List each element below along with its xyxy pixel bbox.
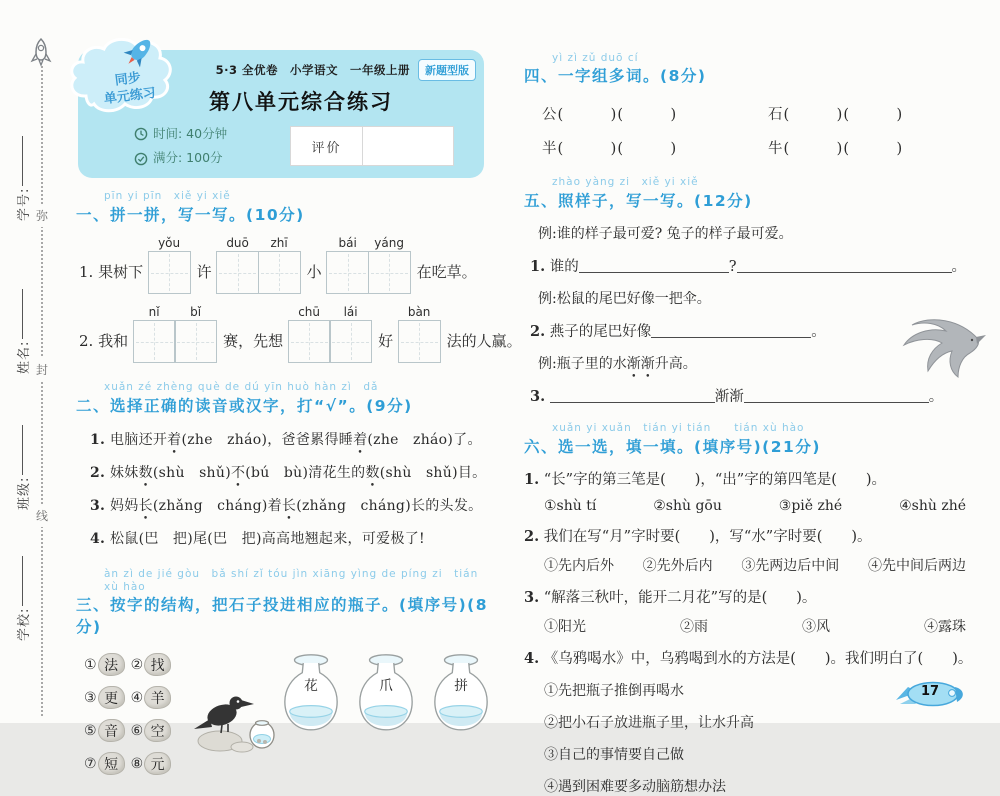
stone-number: ⑤ — [84, 722, 97, 739]
question-text: 电脑还开 — [105, 432, 168, 448]
pinyin-hint: bǐ — [190, 305, 202, 319]
stone-item[interactable] — [131, 719, 172, 742]
seal-dotted-line — [41, 66, 43, 716]
question-text: 升高。 — [654, 356, 697, 372]
writing-box-group — [134, 305, 217, 363]
choice-line — [90, 429, 492, 449]
option-item[interactable]: ②shù gōu — [653, 498, 722, 514]
base-character: 半 — [542, 141, 558, 157]
writing-box-group — [399, 305, 441, 363]
cloud-line2: 单元练习 — [103, 85, 157, 107]
section-1-heading: 一、拼一拼，写一写。(10分) — [76, 206, 305, 224]
choice-line — [90, 462, 492, 482]
question-text: 数 — [365, 465, 380, 481]
pinyin-hint: bàn — [407, 305, 431, 319]
writing-box-group — [218, 236, 301, 294]
writing-box-group — [289, 305, 372, 363]
question-text: 。 — [928, 389, 944, 405]
answer-blank[interactable] — [737, 258, 952, 273]
stone-number: ② — [130, 656, 144, 673]
question-text: “长”字的第三笔是( )，“出”字的第四笔是( )。 — [539, 472, 887, 488]
section-6 — [524, 420, 976, 796]
question-text: 渐 — [640, 356, 655, 372]
series-row — [198, 59, 476, 81]
pinyin-write-line — [76, 304, 522, 363]
section-2 — [76, 379, 492, 548]
time-row — [134, 122, 227, 146]
field-blank[interactable] — [22, 289, 23, 339]
question-block — [524, 586, 976, 636]
pinyin-hint: yǒu — [158, 236, 181, 250]
choice-line — [90, 528, 492, 548]
seal-char: 线 — [34, 504, 50, 527]
section-6-heading: 六、选一选，填一填。(填序号)(21分) — [524, 438, 821, 456]
page-number: 17 — [920, 684, 940, 699]
stone-character: 元 — [144, 752, 171, 775]
option-item[interactable]: ③自己的事情要自己做 — [544, 747, 684, 763]
field-label: 学号: — [16, 187, 32, 221]
answer-blank[interactable] — [651, 323, 811, 338]
question-text: 3. — [524, 589, 540, 606]
question-block — [524, 468, 976, 514]
base-character: 牛 — [768, 141, 784, 157]
question-text: 。 — [811, 324, 826, 340]
section-3-pinyin: àn zì de jié gòu bǎ shí zǐ tóu jìn xiāng yìng de píng zi tián xù hào — [104, 568, 479, 593]
question-text: “解落三秋叶，能开二月花”写的是( )。 — [539, 590, 817, 606]
stone-number: ① — [84, 656, 97, 673]
option-item[interactable]: ④遇到困难要多动脑筋想办法 — [544, 779, 726, 795]
writing-box[interactable] — [258, 236, 301, 294]
clock-icon — [134, 127, 148, 141]
check-circle-icon — [134, 152, 148, 166]
stones-list — [76, 653, 192, 775]
fill-line — [524, 255, 976, 276]
section-6-questions — [524, 468, 976, 796]
stone-character: 空 — [144, 719, 171, 742]
answer-parens[interactable]: ( )( ) — [783, 107, 904, 123]
svg-text:花: 花 — [304, 678, 318, 695]
question-text: 在吃草。 — [416, 263, 477, 281]
question-text: 燕子的尾巴好像 — [545, 324, 652, 340]
question-text: 渐 — [626, 356, 641, 372]
bottle[interactable] — [430, 651, 492, 741]
stone-item[interactable] — [84, 752, 125, 775]
seal-char: 封 — [34, 358, 50, 381]
swallow-illustration — [884, 311, 982, 389]
question-text: (zhǎng cháng)长的头发。 — [296, 498, 483, 514]
writing-box[interactable] — [148, 236, 191, 294]
option-item[interactable]: ①先内后外 — [544, 558, 614, 574]
stone-number: ⑥ — [130, 722, 144, 739]
answer-parens[interactable]: ( )( ) — [783, 141, 904, 157]
section-3-body — [76, 649, 492, 775]
pinyin-hint: lái — [343, 305, 358, 319]
stone-character: 法 — [98, 653, 125, 676]
series-title: 5·3 全优卷 小学语文 一年级上册 — [215, 63, 410, 77]
stone-number: ④ — [130, 689, 144, 706]
question-text: 着 — [167, 432, 182, 448]
svg-text:拼: 拼 — [454, 678, 468, 695]
stone-character: 音 — [98, 719, 125, 742]
section-1-lines — [76, 235, 522, 363]
writing-box[interactable] — [174, 305, 217, 363]
section-4-pinyin: yì zì zǔ duō cí — [552, 52, 639, 64]
section-1 — [76, 188, 522, 363]
exam-meta — [134, 122, 227, 171]
question-text: 妈妈 — [105, 498, 139, 514]
pinyin-write-line — [76, 235, 492, 294]
question-stem — [524, 525, 976, 546]
header-panel — [78, 50, 484, 178]
section-6-pinyin: xuǎn yi xuǎn tián yi tián tián xù hào — [552, 422, 805, 434]
field-label: 学校: — [16, 607, 32, 641]
section-2-pinyin: xuǎn zé zhèng què de dú yīn huò hàn zì dǎ — [104, 381, 379, 393]
section-5-body — [524, 223, 976, 406]
word-building-item — [524, 137, 750, 158]
stone-character: 找 — [144, 653, 171, 676]
section-2-lines — [76, 429, 492, 548]
bottle[interactable] — [355, 651, 417, 741]
word-building-item — [750, 137, 976, 158]
question-text: 例:瓶子里的水 — [538, 356, 627, 372]
question-text: 长 — [138, 498, 153, 514]
question-text: (zhe zháo)，爸爸累得睡 — [181, 432, 354, 448]
stone-item[interactable] — [84, 686, 125, 709]
field-label: 班级: — [16, 476, 32, 510]
option-item[interactable]: ②把小石子放进瓶子里，让水升高 — [544, 715, 754, 731]
question-stem — [524, 647, 976, 668]
question-text: 。 — [951, 259, 967, 275]
stone-item[interactable] — [84, 719, 125, 742]
option-item[interactable]: ②雨 — [680, 619, 708, 635]
pinyin-hint: duō — [226, 236, 249, 250]
evaluation-label: 评价 — [291, 127, 363, 165]
section-4 — [524, 52, 976, 158]
question-text: 不 — [230, 465, 246, 481]
pinyin-hint: zhī — [270, 236, 288, 250]
question-text: 谁的 — [545, 259, 579, 275]
question-text: 1. — [530, 258, 546, 275]
question-text: 例:松鼠的尾巴好像一把伞。 — [538, 291, 711, 307]
field-blank[interactable] — [22, 425, 23, 475]
page-title: 第八单元综合练习 — [209, 90, 393, 114]
cloud-line1: 同步 — [114, 70, 142, 89]
pinyin-hint: yáng — [374, 236, 404, 250]
stone-number: ⑦ — [84, 755, 97, 772]
answer-parens[interactable]: ( )( ) — [557, 107, 678, 123]
question-text: 小 — [306, 263, 322, 281]
edition-badge: 新题型版 — [418, 59, 476, 81]
svg-text:爪: 爪 — [379, 678, 393, 695]
seal-char: 弥 — [34, 204, 50, 227]
question-text: 1. 果树下 — [79, 263, 144, 281]
page-number-badge — [892, 674, 968, 714]
stone-item[interactable] — [131, 653, 172, 676]
question-text: 好 — [378, 332, 394, 350]
question-text: 许 — [196, 263, 212, 281]
option-item[interactable]: ③风 — [802, 619, 830, 635]
score-label: 满分: 100分 — [153, 150, 223, 166]
question-text: 4. — [524, 650, 540, 667]
score-row — [134, 146, 227, 170]
question-text: 着 — [353, 432, 368, 448]
writing-box-group — [328, 236, 411, 294]
stone-item[interactable] — [131, 752, 172, 775]
question-text: 2. — [90, 465, 106, 481]
option-item[interactable]: ④先中间后两边 — [867, 558, 966, 574]
options-list — [524, 489, 976, 514]
question-text: 妹妹 — [105, 465, 139, 481]
option-item[interactable]: ③piě zhé — [778, 498, 843, 514]
question-text: 4. — [90, 531, 106, 547]
question-text: 3. — [90, 498, 106, 514]
section-5-pinyin: zhào yàng zi xiě yi xiě — [552, 176, 699, 188]
section-3 — [76, 566, 492, 775]
field-blank[interactable] — [22, 556, 23, 606]
student-info-label — [11, 509, 33, 641]
question-text: 长 — [281, 498, 297, 514]
options-list — [524, 546, 976, 575]
word-building-item — [750, 103, 976, 124]
field-label: 姓名: — [16, 340, 32, 374]
option-item[interactable]: ④露珠 — [924, 619, 966, 635]
stone-number: ③ — [84, 689, 97, 706]
question-block — [524, 647, 976, 796]
question-text: 赛，先想 — [223, 332, 284, 350]
question-text: (shù shǔ) — [152, 465, 231, 481]
options-list — [524, 607, 976, 636]
question-text: 2. — [524, 528, 540, 545]
question-stem — [524, 586, 976, 607]
answer-blank[interactable] — [579, 258, 729, 273]
bottles-group — [280, 651, 492, 741]
question-text: 2. — [530, 323, 546, 340]
crow-illustration — [192, 683, 278, 759]
question-text: 数 — [138, 465, 153, 481]
base-character: 石 — [768, 107, 784, 123]
question-text: 法的人赢。 — [446, 332, 522, 350]
question-text: (zhǎng cháng)着 — [152, 498, 282, 514]
question-text: 我们在写“月”字时要( )，写“水”字时要( )。 — [539, 529, 872, 545]
writing-box[interactable] — [398, 305, 441, 363]
question-text: ? — [728, 259, 737, 275]
example-line — [524, 288, 976, 308]
evaluation-box — [290, 126, 454, 166]
writing-box[interactable] — [329, 305, 372, 363]
answer-blank[interactable] — [744, 388, 929, 403]
section-3-heading: 三、按字的结构，把石子投进相应的瓶子。(填序号)(8分) — [76, 596, 489, 636]
writing-box[interactable] — [288, 305, 331, 363]
stone-item[interactable] — [131, 686, 172, 709]
answer-blank[interactable] — [550, 388, 715, 403]
section-5 — [524, 174, 976, 406]
student-info-label — [11, 242, 33, 374]
question-text: 例:谁的样子最可爱? 兔子的样子最可爱。 — [538, 226, 793, 242]
option-item[interactable]: ①先把瓶子推倒再喝水 — [544, 683, 684, 699]
answer-parens[interactable]: ( )( ) — [557, 141, 678, 157]
section-4-grid — [524, 90, 976, 158]
section-1-pinyin: pīn yi pīn xiě yi xiě — [104, 190, 231, 202]
stone-number: ⑧ — [130, 755, 144, 772]
left-column — [76, 50, 522, 775]
question-block — [524, 525, 976, 575]
evaluation-blank-cell[interactable] — [363, 127, 453, 165]
bottle[interactable] — [280, 651, 342, 741]
question-text: 松鼠(巴 把)尾(巴 把)高高地翘起来，可爱极了! — [105, 531, 425, 547]
base-character: 公 — [542, 107, 558, 123]
option-item[interactable]: ②先外后内 — [642, 558, 713, 574]
option-item[interactable]: ①shù tí — [544, 498, 597, 514]
writing-box[interactable] — [368, 236, 411, 294]
section-2-heading: 二、选择正确的读音或汉字，打“√”。(9分) — [76, 397, 413, 415]
writing-box[interactable] — [216, 236, 259, 294]
question-text: (zhe zháo)了。 — [367, 432, 482, 448]
pinyin-hint: nǐ — [148, 305, 160, 319]
question-text: 3. — [530, 388, 546, 405]
stone-character: 更 — [98, 686, 125, 709]
question-text: 1. — [524, 471, 540, 488]
pinyin-hint: chū — [298, 305, 321, 319]
question-text: 2. 我和 — [79, 332, 129, 350]
example-line — [524, 223, 976, 243]
choice-line — [90, 495, 492, 515]
word-building-item — [524, 103, 750, 124]
field-blank[interactable] — [22, 136, 23, 186]
time-label: 时间: 40分钟 — [153, 126, 228, 141]
question-stem — [524, 468, 976, 489]
question-text: (shù shǔ)目。 — [379, 465, 487, 481]
option-item[interactable]: ①阳光 — [544, 619, 586, 635]
writing-box[interactable] — [326, 236, 369, 294]
stone-character: 短 — [98, 752, 125, 775]
question-text: (bú bù)清花生的 — [245, 465, 366, 481]
question-text: 渐渐 — [714, 389, 744, 405]
student-info-label — [11, 378, 33, 510]
writing-box-group — [149, 236, 191, 294]
question-text: 《乌鸦喝水》中，乌鸦喝到水的方法是( )。我们明白了( )。 — [539, 651, 973, 667]
pinyin-hint: bái — [338, 236, 357, 250]
option-item[interactable]: ④shù zhé — [899, 498, 966, 514]
stone-item[interactable] — [84, 653, 125, 676]
writing-box[interactable] — [133, 305, 176, 363]
student-info-label — [11, 89, 33, 221]
option-item[interactable]: ③先两边后中间 — [741, 558, 840, 574]
margin-rocket-icon — [31, 38, 51, 66]
section-4-heading: 四、一字组多词。(8分) — [524, 67, 707, 85]
stone-character: 羊 — [144, 686, 171, 709]
question-text: 1. — [90, 432, 106, 448]
section-5-heading: 五、照样子，写一写。(12分) — [524, 192, 753, 210]
